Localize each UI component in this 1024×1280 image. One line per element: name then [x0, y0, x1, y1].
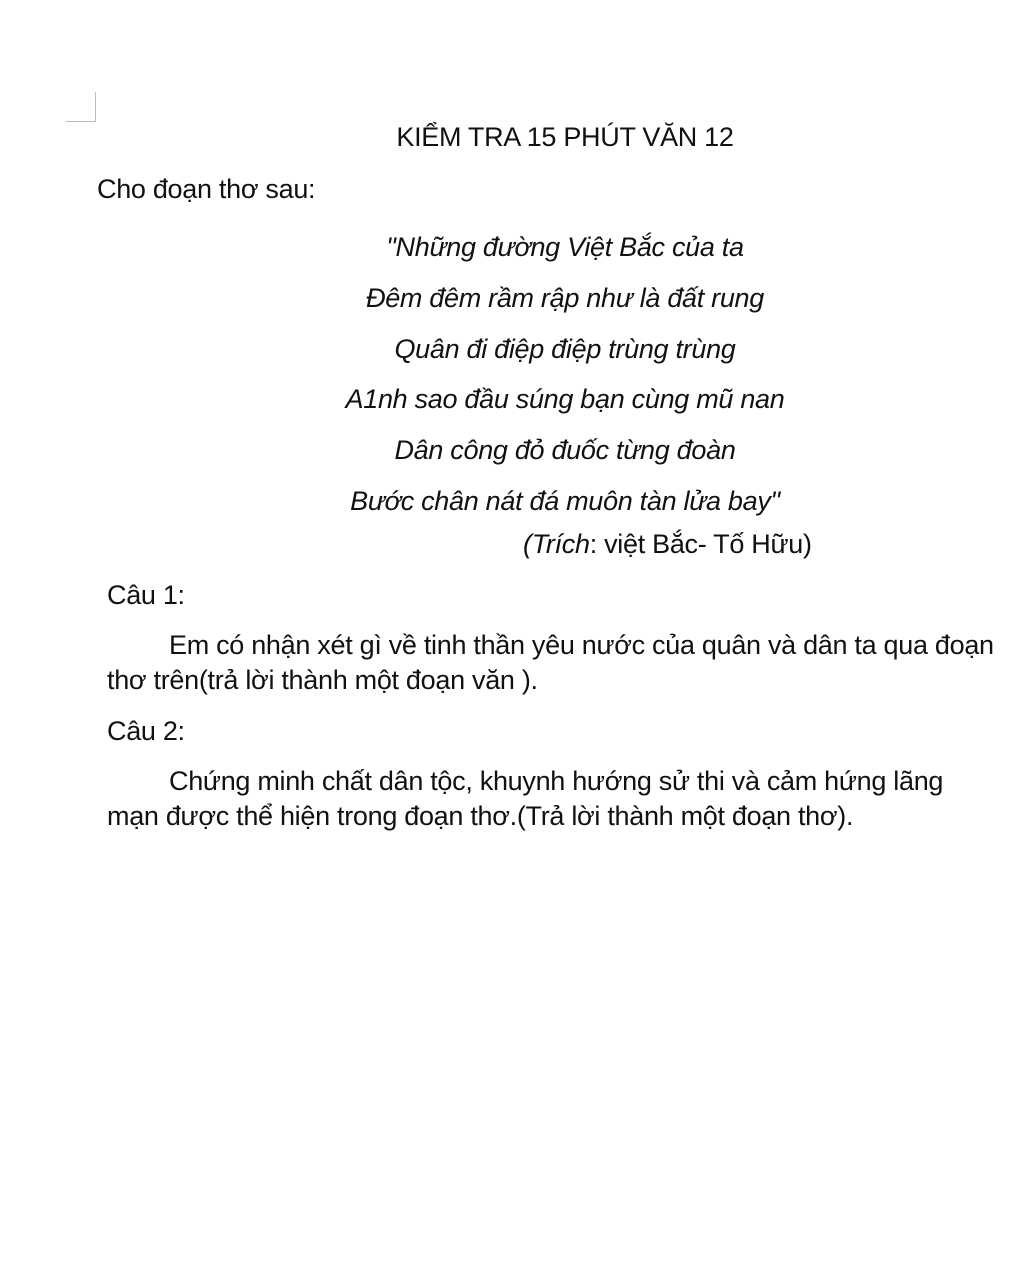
poem-line: Bước chân nát đá muôn tàn lửa bay" [350, 485, 780, 516]
poem-line: Quân đi điệp điệp trùng trùng [394, 333, 736, 364]
poem-line: Đêm đêm rầm rập như là đất rung [366, 282, 764, 313]
page-title: KIỂM TRA 15 PHÚT VĂN 12 [396, 122, 734, 152]
question-2-label: Câu 2: [107, 716, 185, 746]
source-rest: : việt Bắc- Tố Hữu) [589, 529, 812, 559]
poem-source [523, 526, 812, 562]
intro-text: Cho đoạn thơ sau: [97, 174, 316, 204]
question-1-label: Câu 1: [107, 580, 185, 610]
poem-block [200, 222, 930, 527]
poem-line: "Những đường Việt Bắc của ta [386, 232, 744, 262]
question-2-text: Chứng minh chất dân tộc, khuynh hướng sử thi và cảm hứng lãng mạn được thể hiện trong đoạn thơ.(Trả lời thành một đoạn thơ). [107, 766, 944, 831]
poem-line: Dân công đỏ đuốc từng đoàn [394, 435, 736, 466]
source-prefix: (Trích [523, 529, 590, 559]
poem-line: A1nh sao đầu súng bạn cùng mũ nan [345, 384, 785, 415]
page-corner-mark [66, 92, 96, 122]
question-1-text: Em có nhận xét gì về tinh thần yêu nước của quân và dân ta qua đoạn thơ trên(trả lời thành một đoạn văn ). [107, 630, 994, 695]
